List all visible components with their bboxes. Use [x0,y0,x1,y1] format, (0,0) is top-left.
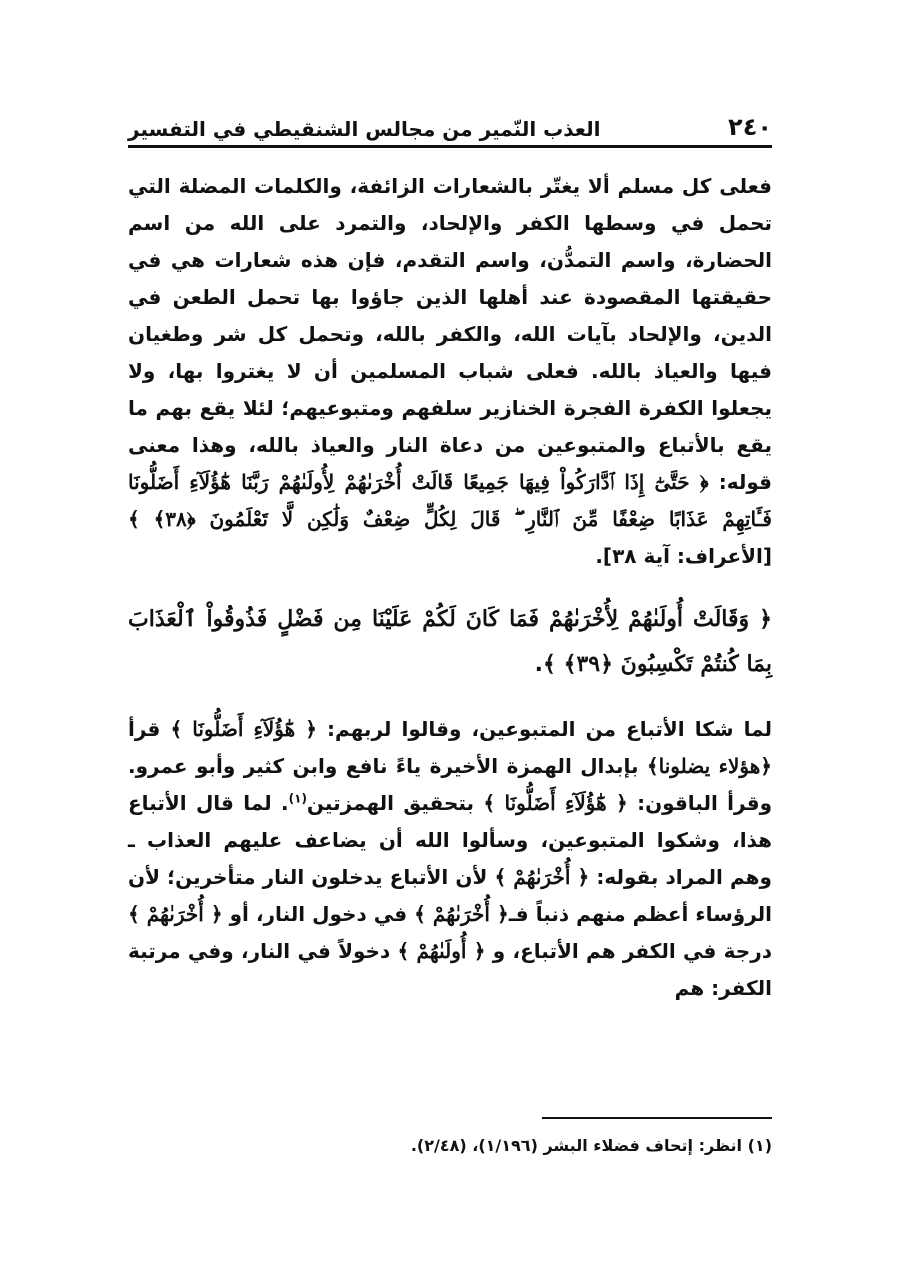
p2-text-i: دخولاً في النار، وفي مرتبة الكفر: هم [128,939,772,1000]
p2-text-e: . لما قال الأتباع هذا، وشكوا المتبوعين، وسألوا الله أن يضاعف عليهم العذاب ـ وهم المراد بقوله: [128,791,772,889]
footnote-reference[interactable]: (١) [288,791,307,806]
page-header [128,108,772,148]
p2-text-f: لأن الأتباع يدخلون النار متأخرين؛ لأن الرؤساء أعظم منهم ذنباً فـ [128,865,773,926]
page-body [128,168,772,1007]
quran-quote-7: ﴿ أُولَىٰهُمْ ﴾ [397,939,486,963]
p2-text-d: بتحقيق الهمزتين [306,791,475,815]
page-number: ٢٤٠ [728,113,772,141]
quran-quote-6: ﴿ أُخْرَىٰهُمْ ﴾ [128,902,223,926]
quran-quote-4: ﴿ أُخْرَىٰهُمْ ﴾ [494,865,590,889]
verse-39-end: . [534,652,544,677]
verse-38-reference: [الأعراف: آية ٣٨]. [595,544,772,568]
footnote-divider [542,1117,772,1119]
quran-verse-39: ﴿ وَقَالَتْ أُولَىٰهُمْ لِأُخْرَىٰهُمْ فَمَا كَانَ لَكُمْ عَلَيْنَا مِن فَضْلٍ فَذُوقُواْ ٱلْعَذَابَ بِمَا كُنتُمْ تَكْسِبُونَ ﴿٣٩﴾ ﴾ [128,606,772,677]
paragraph-2 [128,711,772,1007]
quran-quote-1: ﴿ هَٰٓؤُلَآءِ أَضَلُّونَا ﴾ [170,717,317,741]
quran-quote-2: ﴿هؤلاء يضلونا﴾ [646,754,772,778]
paragraph-1 [128,168,772,575]
quran-verse-38: ﴿ حَتَّىٰٓ إِذَا ٱدَّارَكُواْ فِيهَا جَمِيعًا قَالَتْ أُخْرَىٰهُمْ لِأُولَىٰهُمْ رَبَّنَا هَٰٓؤُلَآءِ أَضَلُّونَا فَـَٔاتِهِمْ عَذَابًا ضِعْفًا مِّنَ ٱلنَّارِ ۖ قَالَ لِكُلٍّ ضِعْفٌ وَلَٰكِن لَّا تَعْلَمُونَ ﴿٣٨﴾ ﴾ [128,470,772,531]
verse-39-block [128,597,772,687]
p2-text-b: قرأ [128,717,161,741]
running-title: العذب النّمير من مجالس الشنقيطي في التفسير [128,117,601,141]
paragraph-1-text: فعلى كل مسلم ألا يغتّر بالشعارات الزائفة، والكلمات المضلة التي تحمل في وسطها الكفر والإلحاد، والتمرد على الله من اسم الحضارة، واسم التمدُّن، واسم التقدم، فإن هذه شعارات هي في حقيقتها المقصودة عند أهلها الذين جاؤوا بها تحمل الطعن في الدين، والإلحاد بآيات الله، والكفر بالله، وتحمل كل شر وطغيان فيها والعياذ بالله. فعلى شباب المسلمين أن لا يغتروا بها، ولا يجعلوا الكفرة الفجرة الخنازير سلفهم ومتبوعيهم؛ لئلا يقع بهم ما يقع بالأتباع والمتبوعين من دعاة النار والعياذ بالله، وهذا معنى قوله: [128,174,772,494]
p2-text-g: في دخول النار، أو [229,902,408,926]
footnote-1: (١) انظر: إتحاف فضلاء البشر (١/١٩٦)، (٢/٤٨). [410,1136,772,1155]
quran-quote-3: ﴿ هَٰٓؤُلَآءِ أَضَلُّونَا ﴾ [483,791,628,815]
p2-text-a: لما شكا الأتباع من المتبوعين، وقالوا لربهم: [327,717,773,741]
p2-text-h: درجة في الكفر هم الأتباع، و [492,939,772,963]
quran-quote-5: ﴿ أُخْرَىٰهُمْ ﴾ [414,902,509,926]
p2-text-c: بإبدال الهمزة الأخيرة ياءً نافع وابن كثير وأبو عمرو. وقرأ الباقون: [128,754,773,815]
